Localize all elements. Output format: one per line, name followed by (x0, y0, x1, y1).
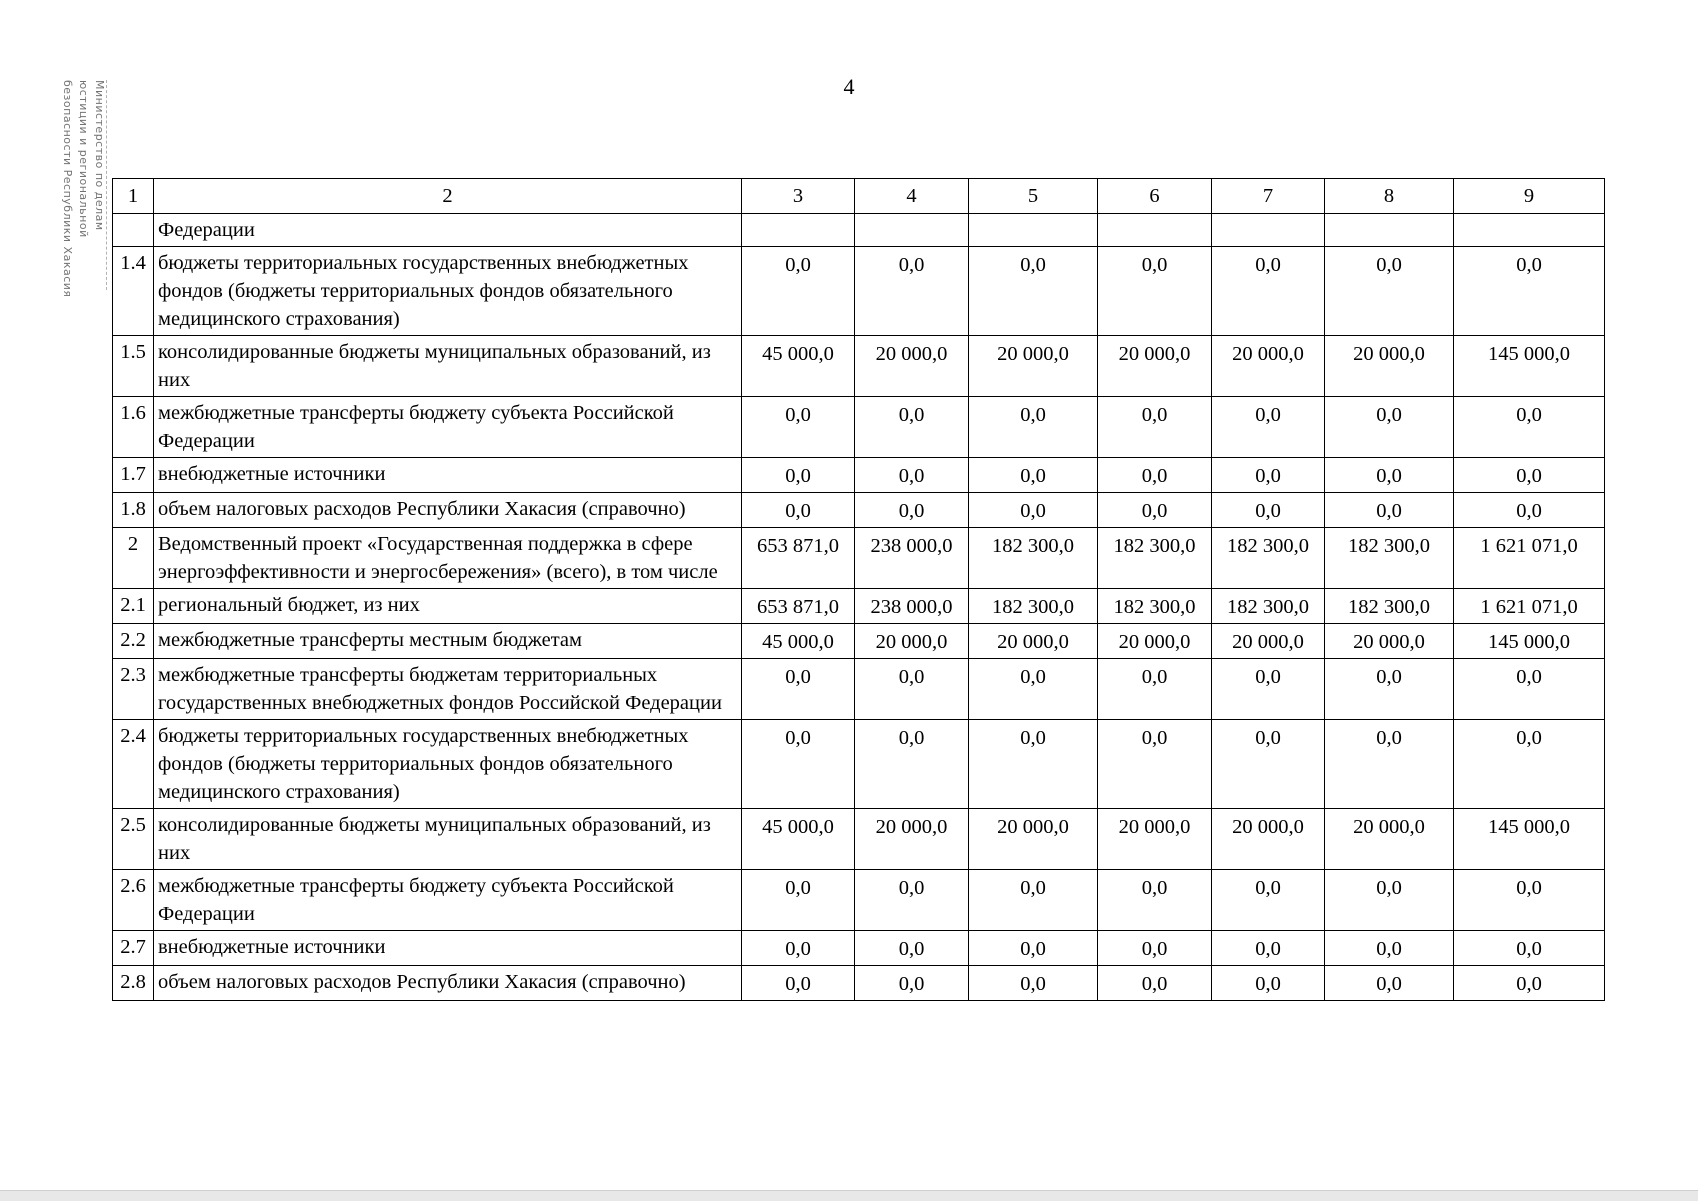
value-cell: 182 300,0 (1212, 528, 1325, 589)
value-cell: 0,0 (1098, 659, 1212, 720)
value-cell: 0,0 (855, 247, 969, 336)
value-cell: 0,0 (1098, 493, 1212, 528)
row-description: межбюджетные трансферты бюджетам территориальных государственных внебюджетных фондов Российской Федерации (154, 659, 742, 720)
value-cell: 0,0 (855, 397, 969, 458)
row-description: межбюджетные трансферты бюджету субъекта Российской Федерации (154, 397, 742, 458)
value-cell: 20 000,0 (855, 809, 969, 870)
registration-stamp (32, 80, 107, 298)
value-cell: 0,0 (969, 493, 1098, 528)
row-description: объем налоговых расходов Республики Хакасия (справочно) (154, 493, 742, 528)
row-description: внебюджетные источники (154, 458, 742, 493)
value-cell: 0,0 (1325, 870, 1454, 931)
column-header: 6 (1098, 179, 1212, 214)
row-description: консолидированные бюджеты муниципальных образований, из них (154, 809, 742, 870)
row-index: 2.5 (113, 809, 154, 870)
row-description: бюджеты территориальных государственных внебюджетных фондов (бюджеты территориальных фондов обязательного медицинского страхования) (154, 247, 742, 336)
value-cell: 0,0 (1325, 966, 1454, 1001)
table-row (113, 247, 1605, 336)
value-cell: 182 300,0 (1325, 528, 1454, 589)
value-cell: 182 300,0 (1325, 589, 1454, 624)
value-cell: 0,0 (1325, 720, 1454, 809)
row-index: 2.2 (113, 624, 154, 659)
value-cell: 0,0 (855, 458, 969, 493)
value-cell: 653 871,0 (742, 528, 855, 589)
value-cell: 0,0 (1454, 247, 1605, 336)
value-cell: 0,0 (855, 493, 969, 528)
value-cell: 0,0 (1454, 931, 1605, 966)
value-cell: 238 000,0 (855, 528, 969, 589)
row-description: региональный бюджет, из них (154, 589, 742, 624)
value-cell (1212, 214, 1325, 247)
value-cell: 0,0 (855, 966, 969, 1001)
page-number-text: 4 (843, 74, 855, 99)
value-cell: 0,0 (969, 659, 1098, 720)
stamp-line: юстиции и региональной (77, 80, 90, 238)
row-description: объем налоговых расходов Республики Хакасия (справочно) (154, 966, 742, 1001)
row-index (113, 214, 154, 247)
value-cell: 0,0 (969, 870, 1098, 931)
value-cell: 20 000,0 (1325, 624, 1454, 659)
value-cell: 0,0 (969, 931, 1098, 966)
value-cell: 0,0 (742, 247, 855, 336)
row-index: 2.8 (113, 966, 154, 1001)
table-row (113, 870, 1605, 931)
value-cell: 0,0 (969, 720, 1098, 809)
page-number (0, 74, 1698, 100)
row-index: 2.6 (113, 870, 154, 931)
value-cell: 20 000,0 (969, 624, 1098, 659)
row-description: Федерации (154, 214, 742, 247)
column-header: 3 (742, 179, 855, 214)
value-cell: 0,0 (969, 397, 1098, 458)
value-cell: 182 300,0 (969, 589, 1098, 624)
value-cell: 0,0 (1325, 247, 1454, 336)
row-index: 2.1 (113, 589, 154, 624)
value-cell: 0,0 (742, 458, 855, 493)
column-header: 7 (1212, 179, 1325, 214)
value-cell: 0,0 (1098, 931, 1212, 966)
stamp-line: безопасности Республики Хакасия (61, 80, 74, 298)
row-index: 2.4 (113, 720, 154, 809)
row-description: межбюджетные трансферты бюджету субъекта Российской Федерации (154, 870, 742, 931)
value-cell: 45 000,0 (742, 624, 855, 659)
value-cell: 0,0 (1325, 458, 1454, 493)
table-row (113, 458, 1605, 493)
value-cell: 0,0 (1454, 966, 1605, 1001)
value-cell: 0,0 (742, 966, 855, 1001)
value-cell: 0,0 (855, 720, 969, 809)
value-cell: 0,0 (1212, 870, 1325, 931)
row-description: бюджеты территориальных государственных внебюджетных фондов (бюджеты территориальных фондов обязательного медицинского страхования) (154, 720, 742, 809)
value-cell: 45 000,0 (742, 809, 855, 870)
value-cell: 0,0 (1212, 966, 1325, 1001)
row-description: внебюджетные источники (154, 931, 742, 966)
value-cell: 0,0 (1325, 397, 1454, 458)
value-cell: 0,0 (1098, 966, 1212, 1001)
value-cell: 45 000,0 (742, 336, 855, 397)
value-cell: 0,0 (1454, 493, 1605, 528)
table-row (113, 809, 1605, 870)
table-row (113, 624, 1605, 659)
value-cell: 20 000,0 (1212, 336, 1325, 397)
value-cell: 0,0 (1454, 720, 1605, 809)
row-index: 2.7 (113, 931, 154, 966)
column-header: 2 (154, 179, 742, 214)
value-cell: 20 000,0 (1212, 809, 1325, 870)
value-cell: 182 300,0 (969, 528, 1098, 589)
value-cell: 0,0 (1212, 931, 1325, 966)
value-cell: 20 000,0 (1098, 336, 1212, 397)
column-header: 5 (969, 179, 1098, 214)
value-cell: 0,0 (742, 493, 855, 528)
column-header: 8 (1325, 179, 1454, 214)
value-cell: 145 000,0 (1454, 336, 1605, 397)
value-cell: 20 000,0 (1098, 809, 1212, 870)
value-cell: 238 000,0 (855, 589, 969, 624)
value-cell: 20 000,0 (1098, 624, 1212, 659)
value-cell: 0,0 (1098, 720, 1212, 809)
row-index: 1.4 (113, 247, 154, 336)
value-cell: 0,0 (1098, 397, 1212, 458)
value-cell: 0,0 (855, 870, 969, 931)
table-row (113, 966, 1605, 1001)
table-body (113, 214, 1605, 1001)
column-header: 1 (113, 179, 154, 214)
value-cell: 0,0 (1098, 870, 1212, 931)
table-row (113, 493, 1605, 528)
value-cell: 20 000,0 (969, 809, 1098, 870)
value-cell: 0,0 (1325, 931, 1454, 966)
value-cell: 0,0 (1212, 659, 1325, 720)
value-cell: 0,0 (855, 659, 969, 720)
budget-table (112, 178, 1605, 1001)
value-cell: 0,0 (969, 966, 1098, 1001)
column-header: 9 (1454, 179, 1605, 214)
value-cell: 0,0 (855, 931, 969, 966)
value-cell: 20 000,0 (855, 624, 969, 659)
table-row (113, 659, 1605, 720)
table-row (113, 931, 1605, 966)
row-index: 1.5 (113, 336, 154, 397)
scan-bottom-edge (0, 1190, 1698, 1201)
value-cell: 0,0 (1212, 493, 1325, 528)
value-cell: 0,0 (1454, 458, 1605, 493)
value-cell: 0,0 (1212, 397, 1325, 458)
row-description: межбюджетные трансферты местным бюджетам (154, 624, 742, 659)
value-cell: 0,0 (1325, 659, 1454, 720)
value-cell: 145 000,0 (1454, 809, 1605, 870)
row-index: 2 (113, 528, 154, 589)
value-cell (1325, 214, 1454, 247)
value-cell: 20 000,0 (1212, 624, 1325, 659)
value-cell: 0,0 (1212, 247, 1325, 336)
row-index: 1.8 (113, 493, 154, 528)
row-description: консолидированные бюджеты муниципальных образований, из них (154, 336, 742, 397)
value-cell: 145 000,0 (1454, 624, 1605, 659)
value-cell: 0,0 (742, 397, 855, 458)
value-cell: 0,0 (742, 931, 855, 966)
value-cell (855, 214, 969, 247)
value-cell: 20 000,0 (1325, 809, 1454, 870)
table-row (113, 528, 1605, 589)
value-cell: 0,0 (1454, 397, 1605, 458)
value-cell: 182 300,0 (1212, 589, 1325, 624)
row-index: 1.6 (113, 397, 154, 458)
value-cell: 0,0 (969, 247, 1098, 336)
value-cell (1454, 214, 1605, 247)
table-row (113, 336, 1605, 397)
header-row (113, 179, 1605, 214)
value-cell: 182 300,0 (1098, 528, 1212, 589)
value-cell: 0,0 (1454, 870, 1605, 931)
value-cell: 0,0 (1098, 458, 1212, 493)
value-cell (1098, 214, 1212, 247)
value-cell: 0,0 (742, 870, 855, 931)
value-cell: 20 000,0 (969, 336, 1098, 397)
value-cell: 0,0 (1212, 458, 1325, 493)
value-cell: 20 000,0 (855, 336, 969, 397)
value-cell: 0,0 (1454, 659, 1605, 720)
table-row (113, 214, 1605, 247)
value-cell: 0,0 (742, 720, 855, 809)
value-cell: 1 621 071,0 (1454, 589, 1605, 624)
value-cell: 182 300,0 (1098, 589, 1212, 624)
value-cell: 0,0 (742, 659, 855, 720)
stamp-line: Министерство по делам (93, 80, 106, 231)
value-cell: 653 871,0 (742, 589, 855, 624)
row-description: Ведомственный проект «Государственная поддержка в сфере энергоэффективности и энергосбережения» (всего), в том числе (154, 528, 742, 589)
table-row (113, 589, 1605, 624)
budget-table-container (112, 178, 1605, 1001)
table-row (113, 397, 1605, 458)
value-cell: 0,0 (1212, 720, 1325, 809)
row-index: 1.7 (113, 458, 154, 493)
table-row (113, 720, 1605, 809)
value-cell: 0,0 (969, 458, 1098, 493)
value-cell: 0,0 (1098, 247, 1212, 336)
value-cell: 20 000,0 (1325, 336, 1454, 397)
value-cell (742, 214, 855, 247)
value-cell (969, 214, 1098, 247)
column-header: 4 (855, 179, 969, 214)
value-cell: 0,0 (1325, 493, 1454, 528)
row-index: 2.3 (113, 659, 154, 720)
value-cell: 1 621 071,0 (1454, 528, 1605, 589)
